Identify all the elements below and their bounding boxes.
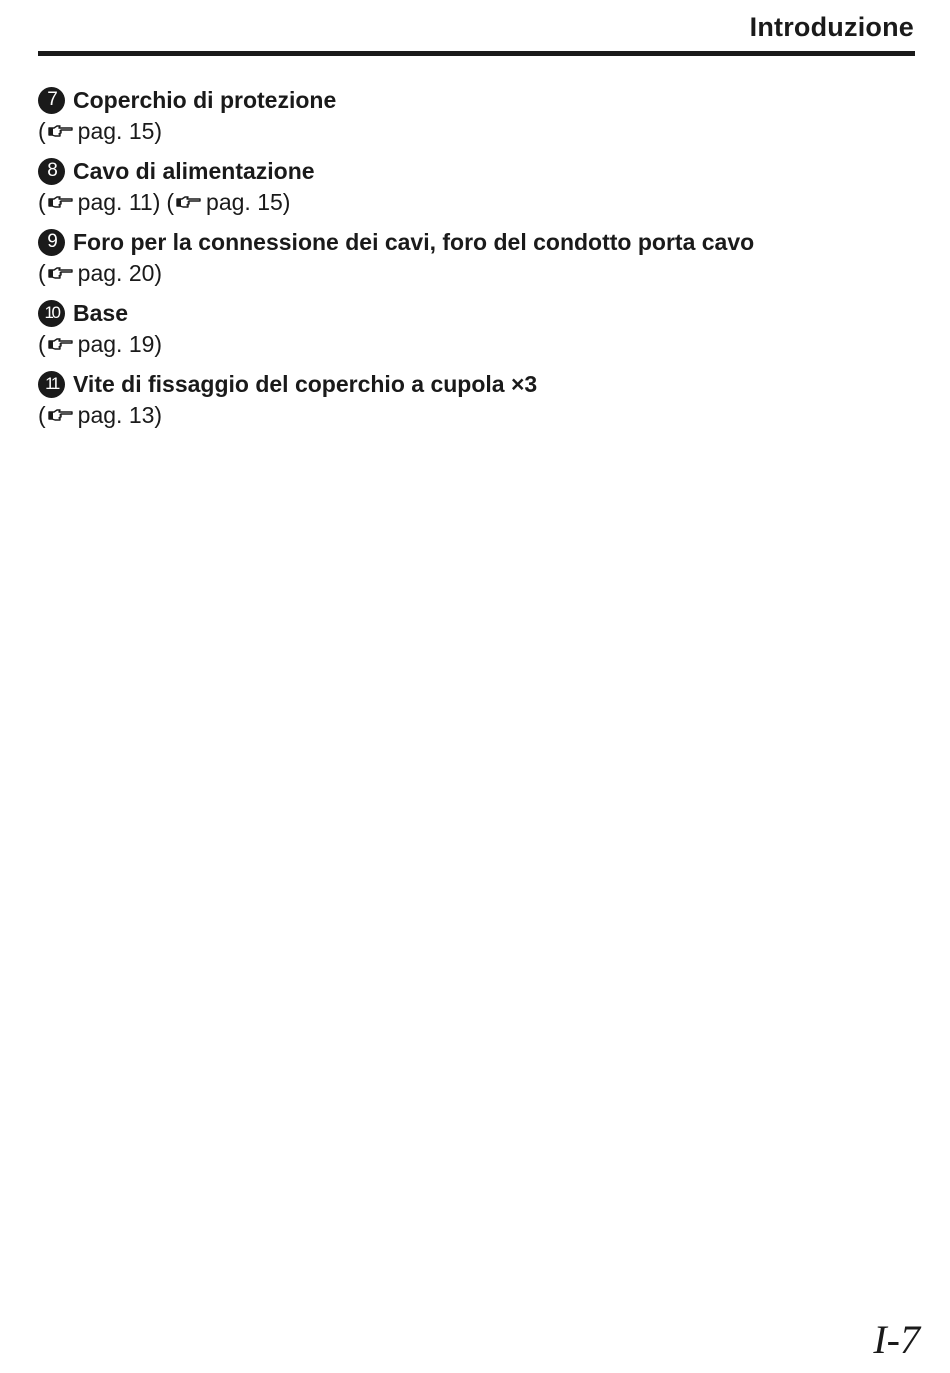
item-title: Base: [73, 299, 128, 326]
page-reference-link[interactable]: ( pag. 13 ): [38, 402, 163, 428]
page-references: [38, 400, 915, 430]
pointing-hand-icon: [48, 124, 74, 138]
item-title: Vite di fissaggio del coperchio a cupola ×3: [73, 370, 538, 397]
pointing-hand-icon: [176, 195, 202, 209]
item-number-badge: 10: [38, 300, 65, 327]
pointing-hand-icon: [48, 195, 74, 209]
item-title: Foro per la connessione dei cavi, foro del condotto porta cavo: [73, 228, 755, 255]
page-references: [38, 258, 915, 288]
list-item: [38, 155, 915, 226]
page-reference-link[interactable]: ( pag. 20 ): [38, 260, 163, 286]
item-number-badge: 7: [38, 87, 65, 114]
item-number-badge: 11: [38, 371, 65, 398]
pointing-hand-icon: [48, 408, 74, 422]
list-item: [38, 297, 915, 368]
list-item: [38, 368, 915, 439]
item-title: Coperchio di protezione: [73, 86, 337, 113]
page-number: I-7: [873, 1317, 920, 1362]
page-reference-link[interactable]: ( pag. 15 ): [166, 189, 291, 215]
page-references: [38, 187, 915, 217]
item-title: Cavo di alimentazione: [73, 157, 315, 184]
page-reference-link[interactable]: ( pag. 15 ): [38, 118, 163, 144]
pointing-hand-icon: [48, 337, 74, 351]
page-reference-link[interactable]: ( pag. 11 ): [38, 189, 161, 215]
page-references: [38, 116, 915, 146]
pointing-hand-icon: [48, 266, 74, 280]
item-number-badge: 8: [38, 158, 65, 185]
list-item: [38, 84, 915, 155]
page-references: [38, 329, 915, 359]
item-list: [38, 84, 915, 439]
section-title: Introduzione: [749, 12, 914, 42]
list-item: [38, 226, 915, 297]
page-reference-link[interactable]: ( pag. 19 ): [38, 331, 163, 357]
item-number-badge: 9: [38, 229, 65, 256]
header-rule: [38, 51, 915, 56]
